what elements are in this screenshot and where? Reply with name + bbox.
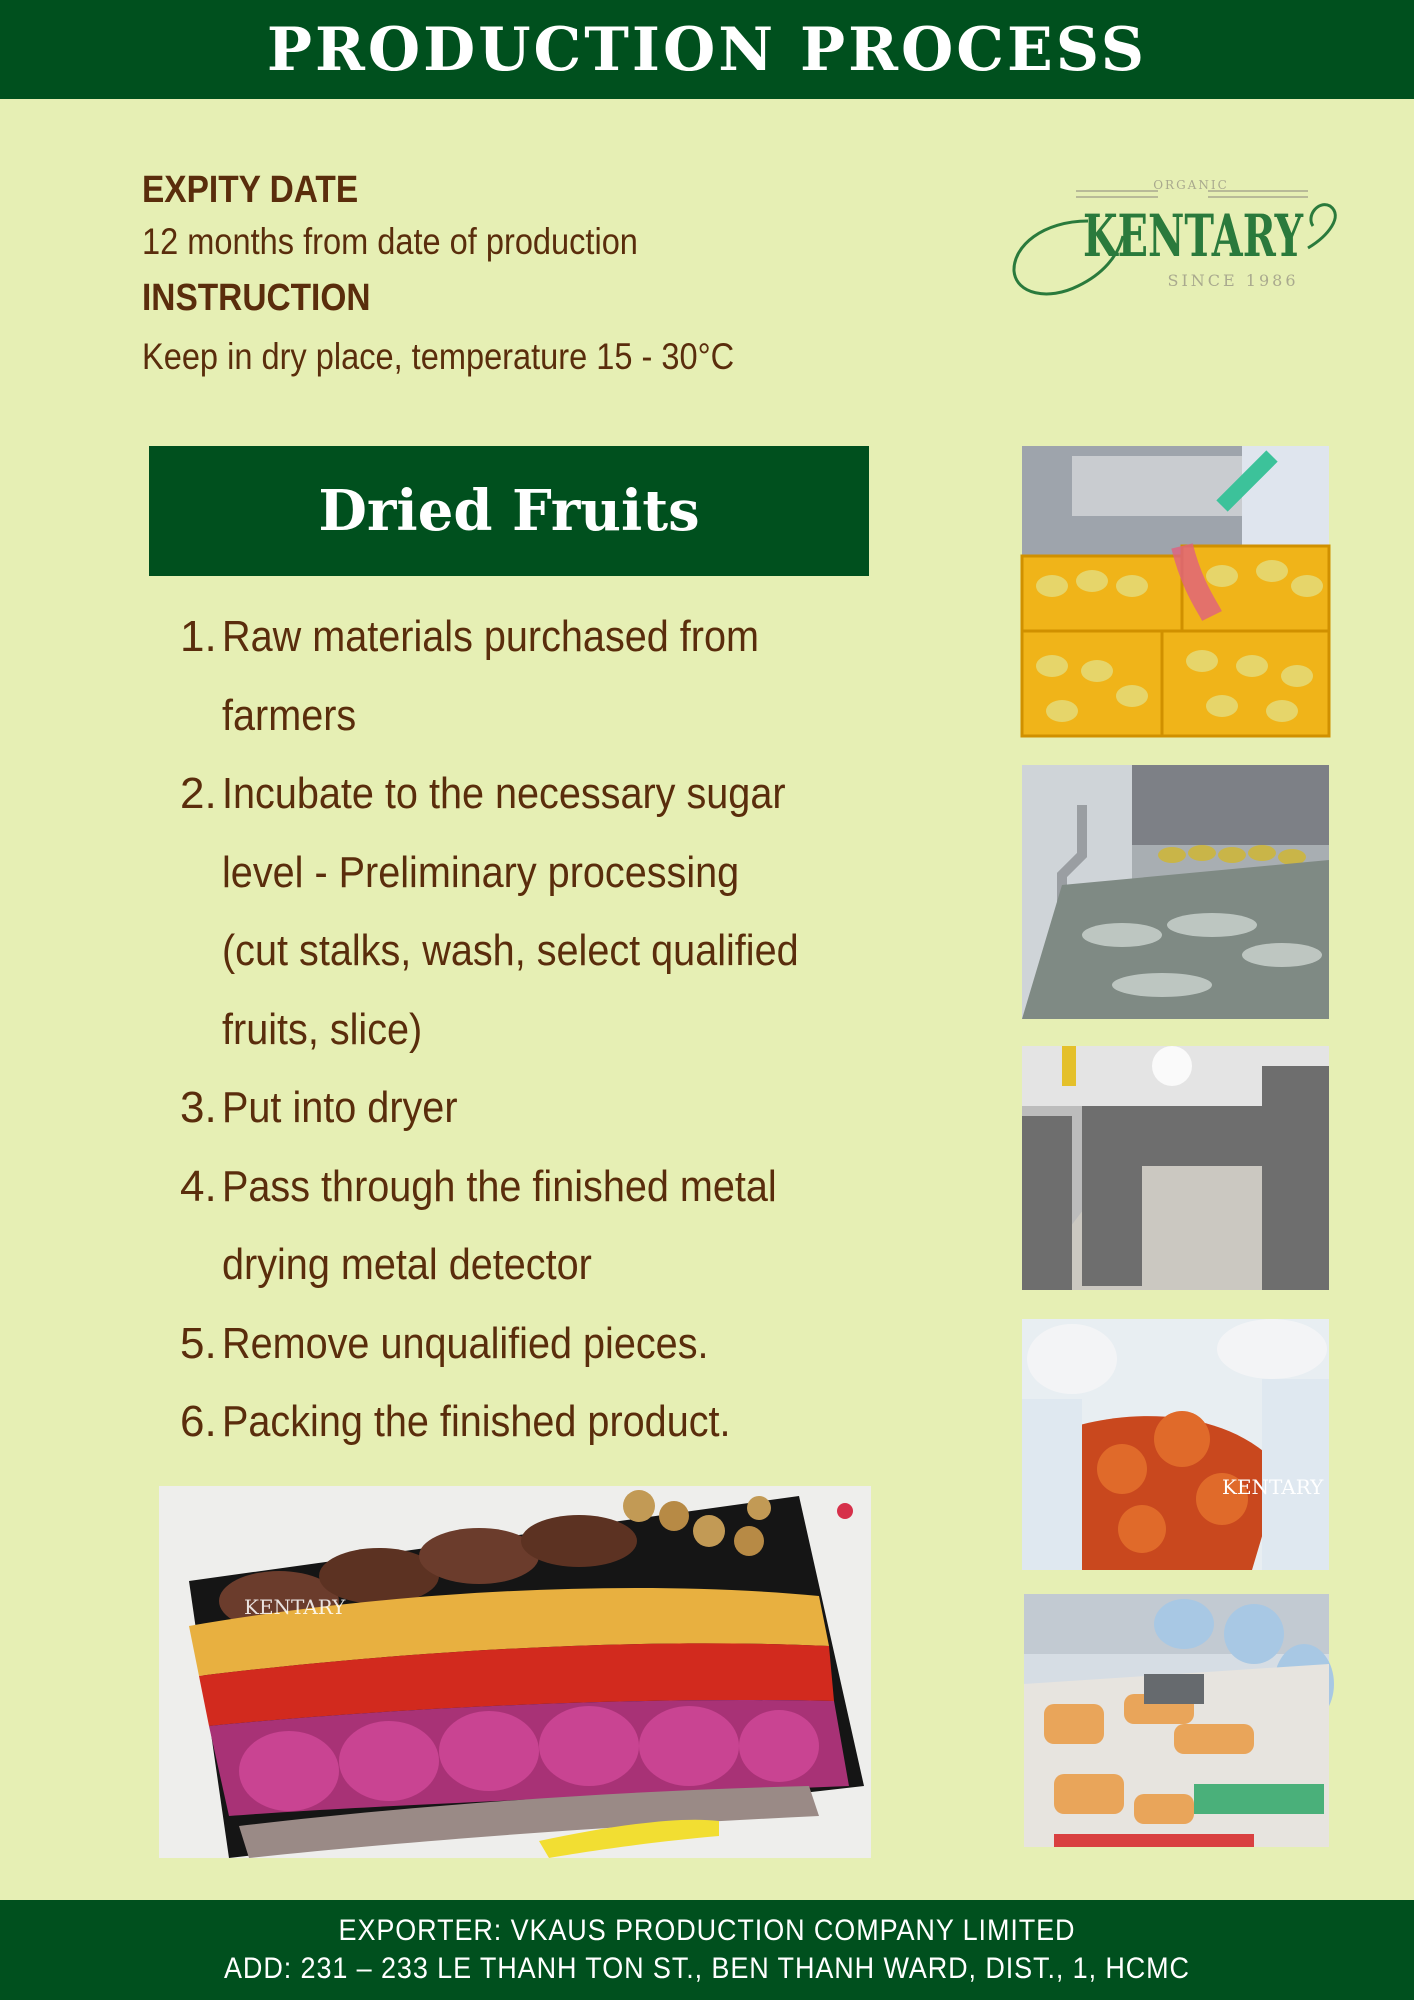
step-text: Put into dryer [222, 1083, 458, 1132]
product-banner [149, 446, 869, 576]
step-item [180, 1148, 880, 1305]
step-text: Remove unqualified pieces. [222, 1318, 709, 1368]
step-number: 5. [180, 1318, 217, 1368]
washing-line-photo [1022, 765, 1329, 1019]
logo-brand-text: KENTARY [1083, 202, 1304, 270]
sorting-photo [1022, 1319, 1329, 1570]
dried-fruits-tray-photo [159, 1486, 871, 1858]
product-title: Dried Fruits [318, 478, 700, 544]
exporter-text: EXPORTER: VKAUS PRODUCTION COMPANY LIMITED [338, 1914, 1076, 1947]
product-info [142, 166, 942, 392]
step-number: 3. [180, 1083, 217, 1132]
step-number: 2. [180, 769, 217, 818]
expiry-heading: EXPITY DATE [142, 169, 359, 211]
step-text: Raw materials purchased from farmers [222, 612, 760, 740]
step-text: Pass through the finished metal drying metal detector [222, 1161, 777, 1289]
kentary-logo [1008, 176, 1344, 306]
instruction-heading: INSTRUCTION [142, 277, 371, 319]
address-text: ADD: 231 – 233 LE THANH TON ST., BEN THANH WARD, DIST., 1, HCMC [224, 1952, 1190, 1985]
packing-photo [1024, 1594, 1329, 1847]
footer-bar [0, 1900, 1414, 2000]
instruction-value: Keep in dry place, temperature 15 - 30°C [142, 336, 735, 377]
step-number: 6. [180, 1397, 217, 1446]
mango-crates-photo [1022, 446, 1329, 736]
logo-since-text: SINCE 1986 [1167, 271, 1299, 290]
step-item [180, 1069, 880, 1148]
page-title: PRODUCTION PROCESS [266, 14, 1148, 85]
step-item [180, 755, 880, 1069]
step-item [180, 1383, 880, 1462]
logo-organic-text: ORGANIC [1153, 178, 1229, 192]
step-item [180, 598, 880, 755]
step-item [180, 1305, 880, 1384]
dryer-room-photo [1022, 1046, 1329, 1290]
sorting-watermark: KENTARY [1222, 1475, 1324, 1499]
step-number: 4. [180, 1161, 217, 1211]
step-text: Packing the finished product. [222, 1397, 731, 1446]
step-text: Incubate to the necessary sugar level - Preliminary processing (cut stalks, wash, select qualified fruits, slice) [222, 769, 799, 1054]
expiry-value: 12 months from date of production [142, 221, 638, 262]
process-steps [180, 598, 880, 1462]
header-bar [0, 0, 1414, 99]
tray-watermark: KENTARY [244, 1595, 346, 1619]
step-number: 1. [180, 612, 217, 661]
